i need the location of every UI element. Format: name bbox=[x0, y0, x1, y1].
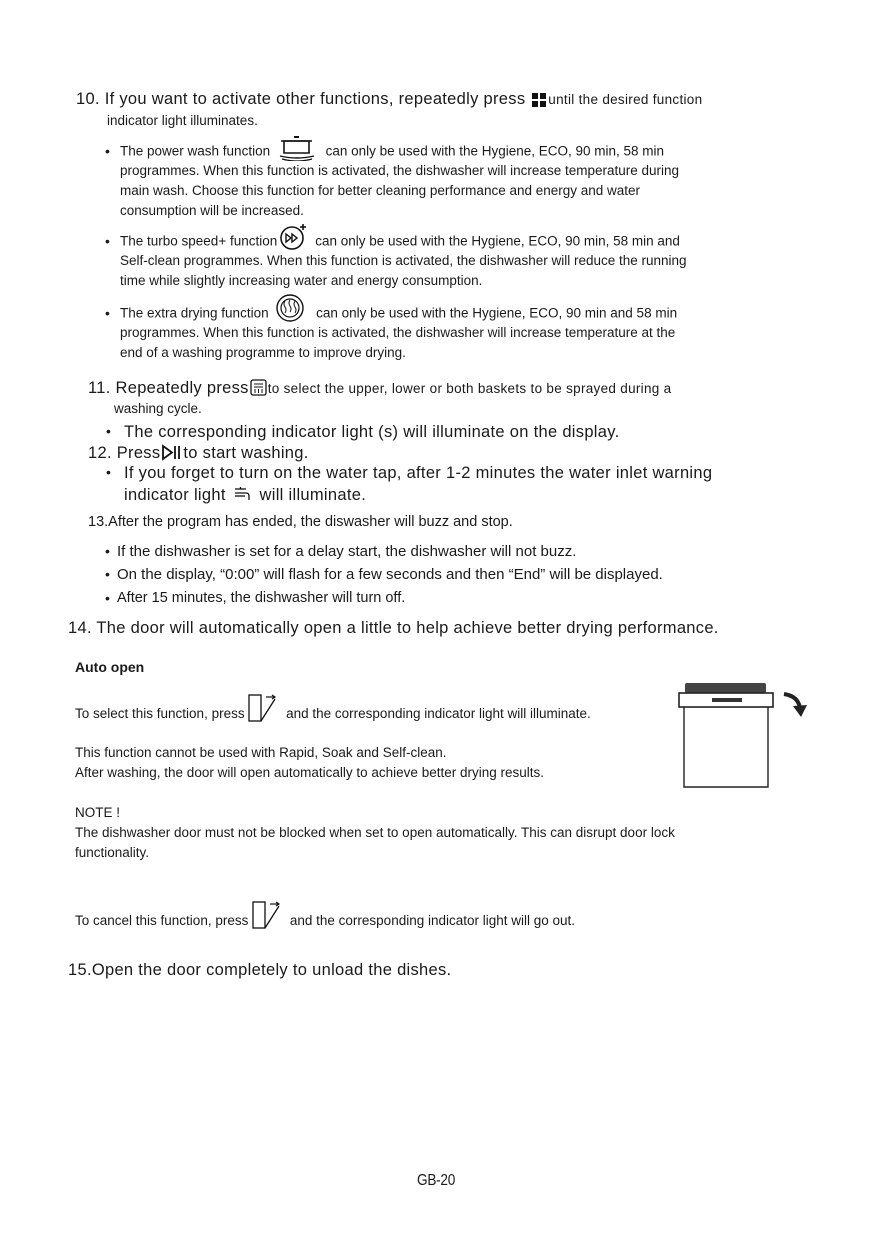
power-wash-line4: consumption will be increased. bbox=[120, 203, 304, 218]
bullet: • bbox=[105, 143, 110, 159]
bullet: • bbox=[106, 464, 112, 480]
step-12-heading: 12. Press to start washing. bbox=[88, 444, 309, 462]
turbo-line3: time while slightly increasing water and energy consumption. bbox=[120, 273, 483, 288]
extra-dry-line1: The extra drying function can only be used with the Hygiene, ECO, 90 min and 58 min bbox=[120, 305, 677, 323]
extra-dry-line2: programmes. When this function is activated, the dishwasher will increase temperature at the bbox=[120, 325, 676, 340]
bullet: • bbox=[105, 590, 110, 606]
bullet: • bbox=[105, 305, 110, 321]
extra-dry-line3: end of a washing programme to improve drying. bbox=[120, 345, 406, 360]
page-number: GB-20 bbox=[417, 1172, 456, 1189]
step-13-heading: 13.After the program has ended, the diswasher will buzz and stop. bbox=[88, 514, 513, 530]
auto-open-select-line: To select this function, press and the corresponding indicator light will illuminate. bbox=[75, 706, 591, 722]
step-15-heading: 15.Open the door completely to unload the dishes. bbox=[68, 961, 452, 979]
auto-open-icon bbox=[248, 692, 280, 722]
bullet: • bbox=[106, 423, 112, 439]
step-11-heading: 11. Repeatedly press to select the upper, lower or both baskets to be sprayed during a bbox=[88, 379, 672, 397]
auto-open-after-washing: After washing, the door will open automatically to achieve better drying results. bbox=[75, 765, 544, 780]
start-pause-icon bbox=[161, 444, 181, 461]
bullet: • bbox=[105, 566, 110, 582]
basket-zone-icon bbox=[250, 379, 267, 396]
step-10-heading: 10. If you want to activate other functions, repeatedly press until the desired function bbox=[76, 90, 703, 108]
power-wash-line1: The power wash function can only be used with the Hygiene, ECO, 90 min, 58 min bbox=[120, 143, 664, 161]
function-select-icon bbox=[531, 92, 547, 108]
turbo-line2: Self-clean programmes. When this function is activated, the dishwasher will reduce the running bbox=[120, 253, 687, 268]
turbo-line1: The turbo speed+ function can only be used with the Hygiene, ECO, 90 min, 58 min and bbox=[120, 233, 680, 251]
auto-open-cancel-line: To cancel this function, press and the corresponding indicator light will go out. bbox=[75, 913, 575, 929]
step-13-bullet2: On the display, “0:00” will flash for a few seconds and then “End” will be displayed. bbox=[117, 566, 663, 583]
bullet: • bbox=[105, 543, 110, 559]
step-12-bullet-line1: If you forget to turn on the water tap, after 1-2 minutes the water inlet warning bbox=[124, 464, 713, 482]
extra-drying-icon bbox=[274, 293, 306, 323]
step-14-heading: 14. The door will automatically open a little to help achieve better drying performance. bbox=[68, 619, 719, 637]
note-line2: functionality. bbox=[75, 845, 150, 860]
note-line1: The dishwasher door must not be blocked when set to open automatically. This can disrupt door lock bbox=[75, 825, 675, 840]
step-13-bullet1: If the dishwasher is set for a delay start, the dishwasher will not buzz. bbox=[117, 543, 577, 560]
power-wash-line2: programmes. When this function is activated, the dishwasher will increase temperature during bbox=[120, 163, 680, 178]
curved-arrow-icon bbox=[780, 690, 810, 720]
note-title: NOTE ! bbox=[75, 805, 121, 820]
auto-open-heading: Auto open bbox=[75, 659, 145, 675]
bullet: • bbox=[105, 233, 110, 249]
power-wash-line3: main wash. Choose this function for better cleaning performance and energy and water bbox=[120, 183, 641, 198]
step-13-bullet3: After 15 minutes, the dishwasher will turn off. bbox=[117, 590, 406, 606]
step-11-bullet: The corresponding indicator light (s) will illuminate on the display. bbox=[124, 423, 620, 441]
power-wash-icon bbox=[278, 135, 316, 161]
water-tap-icon bbox=[234, 486, 252, 502]
auto-open-restriction: This function cannot be used with Rapid, Soak and Self-clean. bbox=[75, 745, 447, 760]
turbo-speed-icon bbox=[279, 223, 309, 251]
auto-open-icon bbox=[252, 899, 284, 929]
step-10-line2: indicator light illuminates. bbox=[107, 113, 258, 128]
step-12-bullet-line2: indicator light will illuminate. bbox=[124, 486, 367, 504]
step-11-line2: washing cycle. bbox=[114, 401, 202, 416]
